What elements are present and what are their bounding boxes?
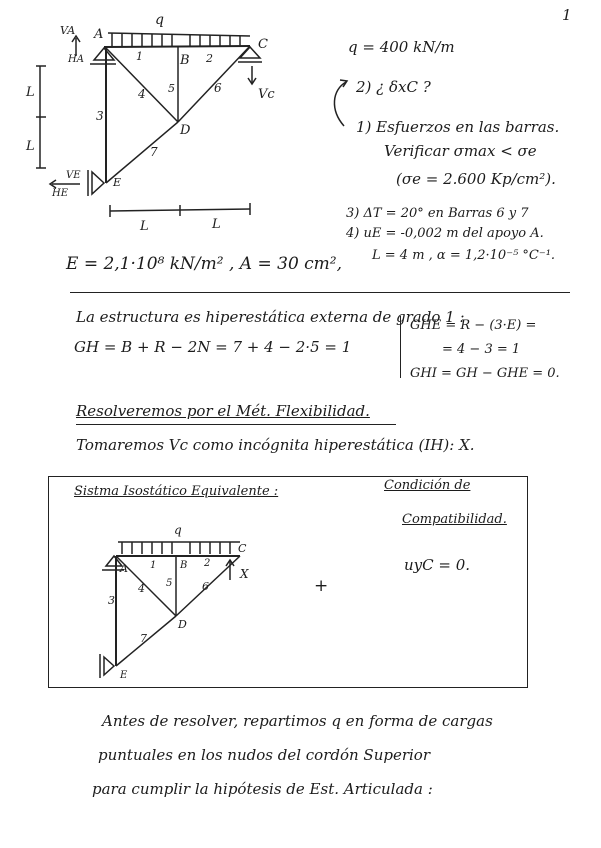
box-load-label: q: [174, 523, 182, 537]
dim-label-lx1: L: [140, 219, 149, 234]
hyperstatic-statement: La estructura es hiperestática externa de grado 1 :: [76, 308, 465, 326]
node-label-a: A: [94, 27, 104, 42]
geometry-properties: L = 4 m , α = 1,2·10⁻⁵ °C⁻¹.: [372, 248, 556, 263]
bar-label-5: 5: [168, 82, 175, 95]
closing-line-3: para cumplir la hipótesis de Est. Articulada :: [92, 780, 433, 798]
bar-label-1: 1: [136, 50, 143, 63]
method-heading: Resolveremos por el Mét. Flexibilidad.: [76, 402, 370, 420]
compatibility-equation: uyC = 0.: [404, 556, 471, 574]
reaction-label-vc: Vc: [258, 87, 275, 102]
compatibility-title-1: Condición de: [384, 478, 471, 493]
question-4: 4) uE = -0,002 m del apoyo A.: [346, 226, 544, 241]
external-degree-1: GHE = R − (3·E) =: [410, 318, 537, 333]
question-1-line3: (σe = 2.600 Kp/cm²).: [396, 170, 556, 188]
question-3: 3) ΔT = 20° en Barras 6 y 7: [346, 206, 529, 221]
box-bar-3: 3: [108, 594, 115, 607]
box-node-e: E: [120, 670, 128, 680]
box-bar-1: 1: [150, 560, 157, 571]
hyperstatic-degree: GH = B + R − 2N = 7 + 4 − 2·5 = 1: [74, 338, 352, 356]
reaction-label-ha: HA: [68, 54, 84, 65]
box-node-c: C: [238, 542, 247, 555]
equivalent-system-title: Sistma Isostático Equivalente :: [74, 484, 279, 499]
bar-label-2: 2: [206, 52, 213, 65]
page-number: 1: [562, 6, 572, 24]
closing-line-1: Antes de resolver, repartimos q en forma de cargas: [102, 712, 493, 730]
box-redundant-x: X: [240, 567, 249, 581]
brace-arrow: [326, 76, 356, 136]
box-bar-2: 2: [204, 558, 211, 569]
bar-label-4: 4: [138, 87, 146, 101]
material-properties: E = 2,1·10⁸ kN/m² , A = 30 cm²,: [66, 254, 343, 274]
method-underline: [76, 424, 396, 425]
question-1-line2: Verificar σmax < σe: [384, 142, 537, 160]
redundant-statement: Tomaremos Vc como incógnita hiperestática (IH): X.: [76, 436, 475, 454]
closing-line-2: puntuales en los nudos del cordón Superior: [98, 746, 431, 764]
reaction-label-va: VA: [60, 24, 76, 37]
given-load: q = 400 kN/m: [348, 38, 455, 56]
question-2: 2) ¿ δxC ?: [356, 78, 431, 96]
dim-label-l2: L: [26, 139, 35, 154]
truss-diagram-top: [0, 0, 300, 240]
internal-degree: GHI = GH − GHE = 0.: [410, 366, 560, 381]
bar-label-6: 6: [214, 81, 222, 95]
brace-line: [400, 316, 401, 378]
dim-label-lx2: L: [212, 217, 221, 232]
box-bar-6: 6: [202, 580, 209, 593]
truss-diagram-box: [80, 520, 340, 680]
box-node-b: B: [180, 560, 188, 571]
node-label-b: B: [180, 53, 190, 68]
load-label-top: q: [155, 12, 164, 28]
question-1-line1: 1) Esfuerzos en las barras.: [356, 118, 560, 136]
node-label-c: C: [258, 37, 268, 52]
node-label-e: E: [113, 176, 122, 189]
plus-sign: +: [314, 576, 329, 596]
compatibility-title-2: Compatibilidad.: [402, 512, 507, 527]
box-node-d: D: [178, 618, 187, 631]
bar-label-7: 7: [150, 145, 158, 159]
box-bar-4: 4: [138, 582, 145, 595]
node-label-d: D: [180, 123, 191, 138]
box-bar-5: 5: [166, 578, 173, 589]
bar-label-3: 3: [96, 109, 104, 123]
box-node-a: A: [120, 562, 128, 575]
external-degree-2: = 4 − 3 = 1: [442, 342, 521, 357]
reaction-label-he: HE: [52, 188, 69, 199]
dim-label-l1: L: [26, 85, 35, 100]
divider-1: [70, 292, 570, 293]
box-bar-7: 7: [140, 632, 147, 645]
reaction-label-ve: VE: [66, 170, 81, 181]
